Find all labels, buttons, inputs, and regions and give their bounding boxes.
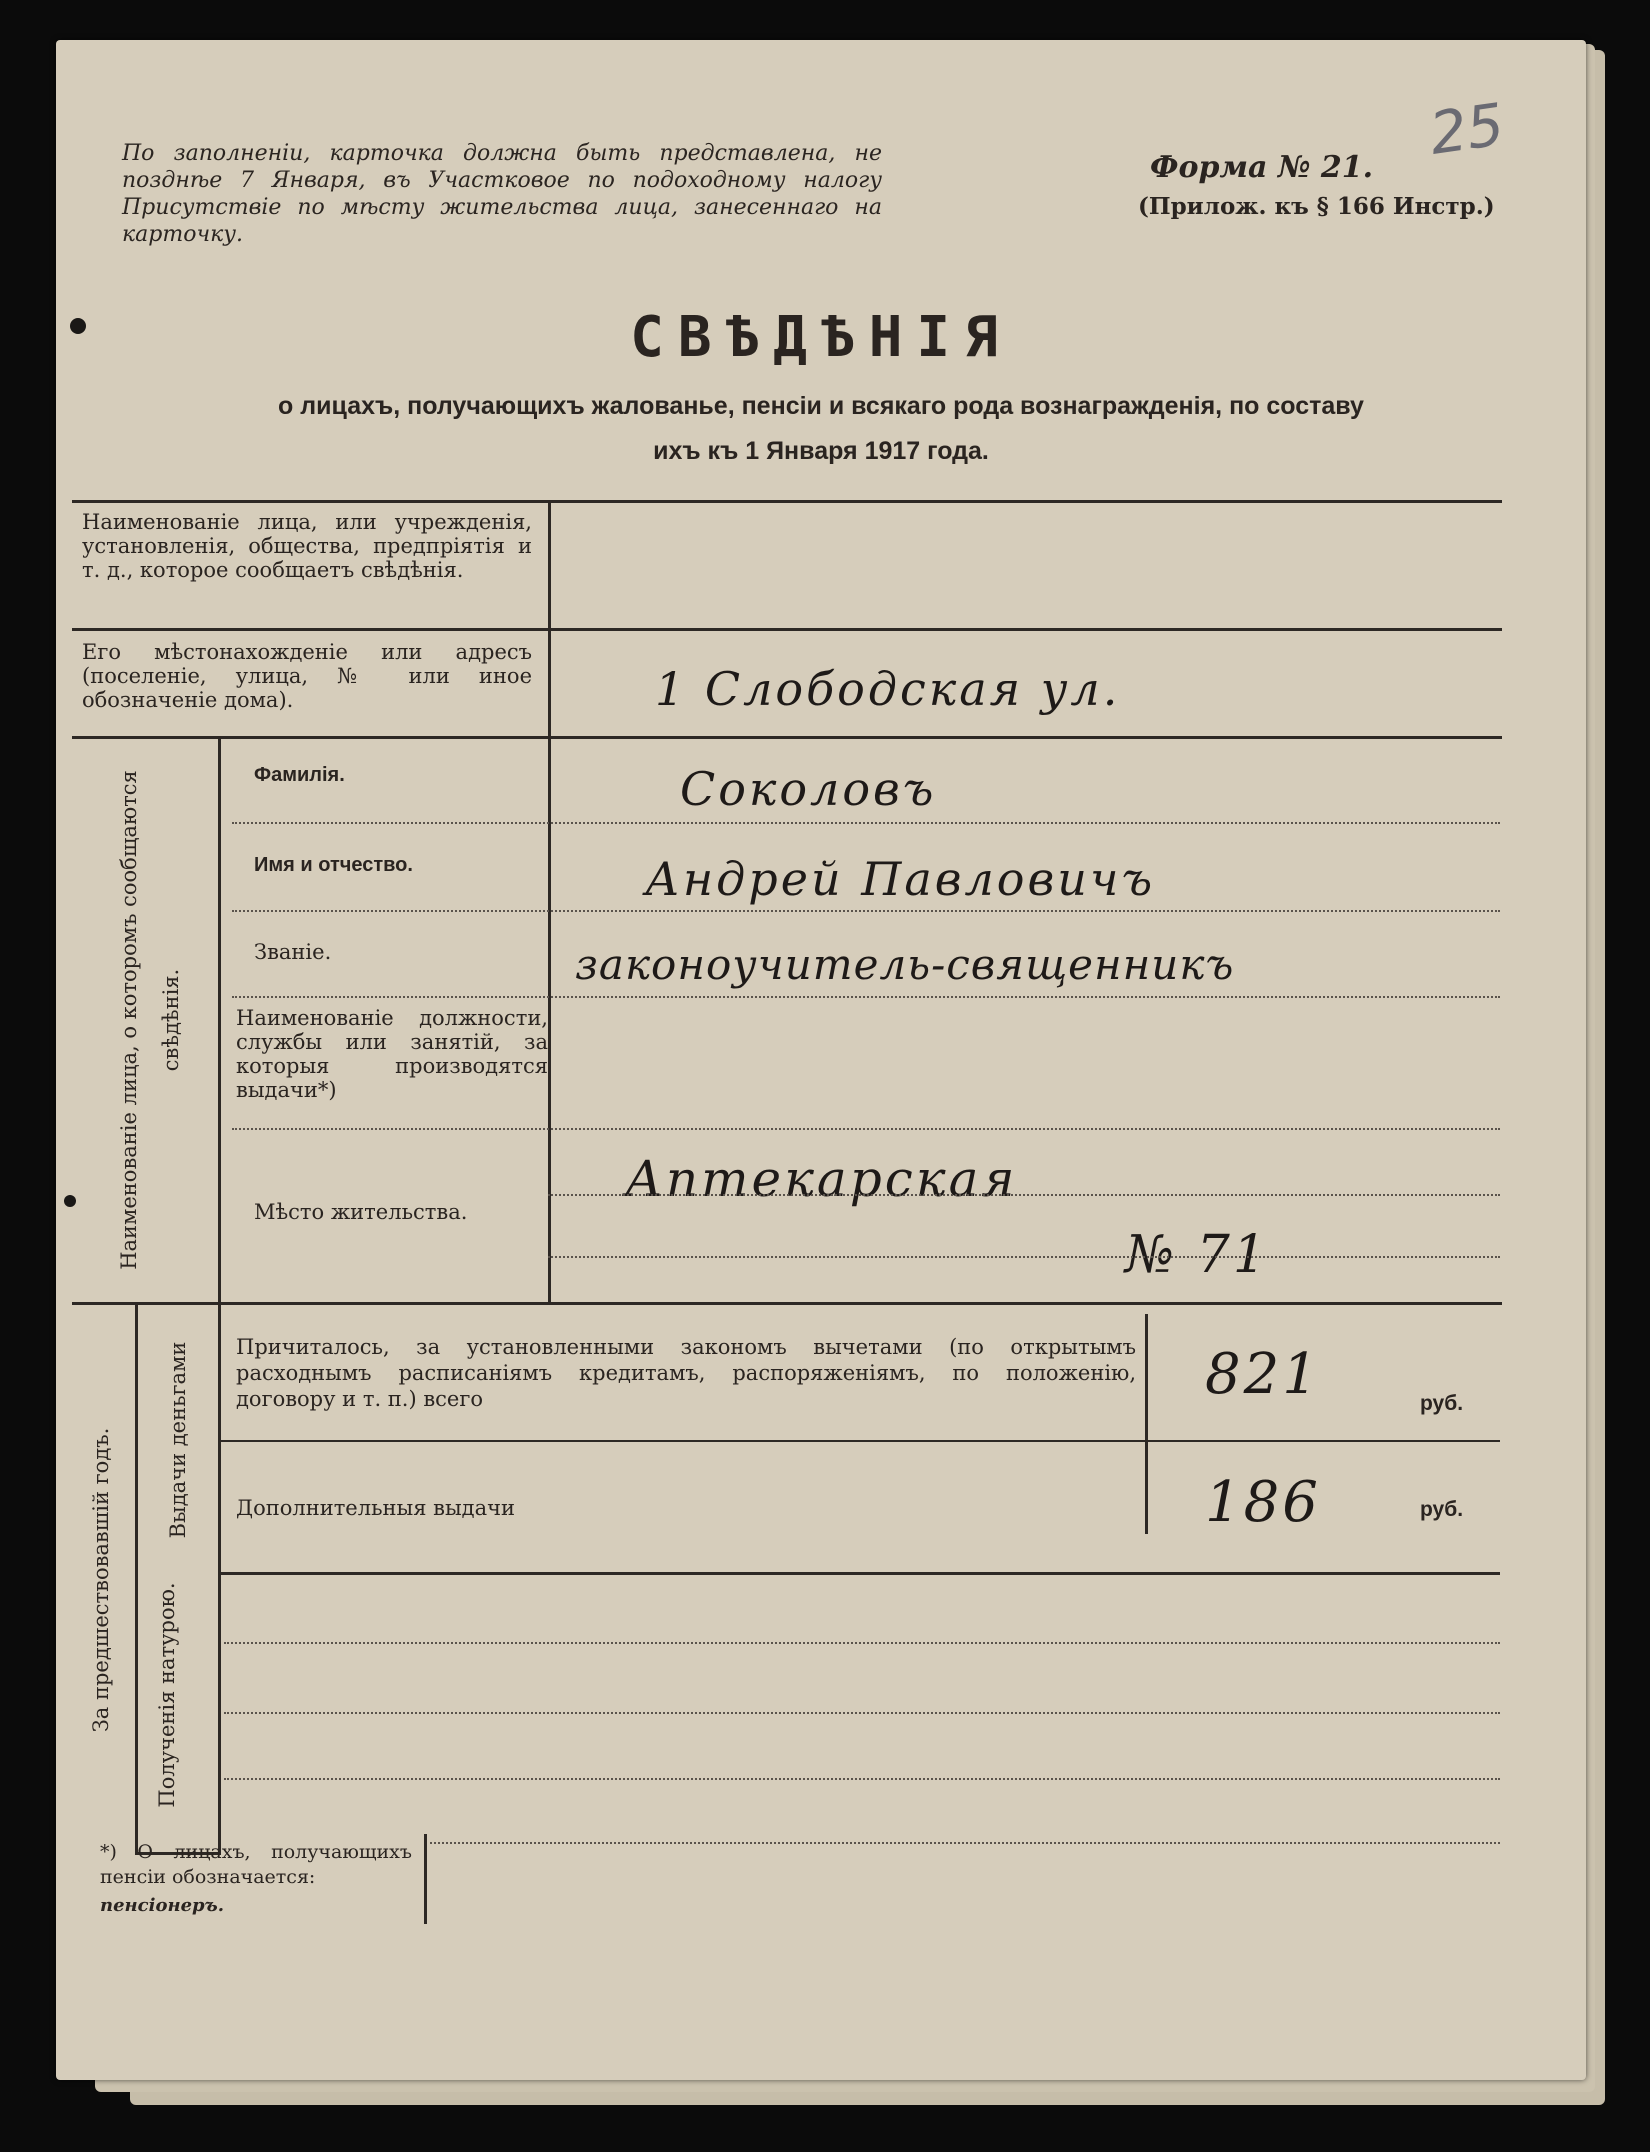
document-subtitle-line2: ихъ къ 1 Января 1917 года.	[653, 437, 989, 465]
money-section-label: Выдачи деньгами	[166, 1341, 190, 1539]
section-divider	[218, 738, 221, 1302]
table-top-rule	[72, 500, 1502, 503]
footnote-pensioner: пенсіонеръ.	[100, 1895, 224, 1916]
surname-value: Соколовъ	[680, 762, 937, 816]
address-value: 1 Слободская ул.	[655, 662, 1121, 716]
residence-value: Аптекарская	[625, 1150, 1018, 1208]
rank-value: законоучитель-священникъ	[575, 940, 1235, 989]
archive-page-number: 25	[1425, 90, 1509, 168]
person-section-label: Наименованіе лица, о которомъ сообщаются свѣдѣнія.	[117, 770, 183, 1270]
table-rule	[72, 736, 1502, 739]
footnote-text: *) О лицахъ, получающихъ пенсіи обозначается:	[100, 1841, 412, 1888]
table-rule	[220, 1440, 1500, 1442]
table-divider	[548, 502, 551, 1302]
row-rule	[548, 1256, 1500, 1258]
due-label: Причиталось, за установленными закономъ вычетами (по открытымъ расходнымъ расписаніямъ кредитамъ, распоряженіямъ, по положенію, договору и т. п.) всего	[236, 1335, 1136, 1411]
residence-label: Мѣсто жительства.	[254, 1200, 468, 1224]
institution-label: Наименованіе лица, или учрежденія, установленія, общества, предпріятія и т. д., которое сообщаетъ свѣдѣнія.	[82, 510, 532, 582]
section-divider	[218, 1304, 221, 1852]
year-section-label: За предшествовавшій годъ.	[89, 1427, 113, 1733]
table-rule	[220, 1572, 1500, 1575]
extra-currency: руб.	[1420, 1498, 1464, 1521]
row-rule	[232, 996, 1500, 998]
table-rule	[72, 628, 1502, 631]
kind-row-rule	[224, 1642, 1500, 1644]
document-subtitle-line1: о лицахъ, получающихъ жалованье, пенсіи и всякаго рода вознагражденія, по составу	[278, 392, 1364, 420]
kind-row-rule	[430, 1842, 1500, 1844]
residence-number: № 71	[1125, 1225, 1269, 1285]
address-label: Его мѣстонахожденіе или адресъ (поселеніе, улица, № или иное обозначеніе дома).	[82, 640, 532, 712]
rank-label: Званіе.	[254, 940, 332, 964]
form-annex-reference: (Прилож. къ § 166 Инстр.)	[1138, 193, 1495, 220]
name-label: Имя и отчество.	[254, 854, 413, 876]
amount-divider	[1145, 1314, 1148, 1534]
kind-row-rule	[224, 1778, 1500, 1780]
punch-hole	[64, 1195, 76, 1207]
kind-row-rule	[224, 1712, 1500, 1714]
row-rule	[232, 822, 1500, 824]
form-number: Форма № 21.	[1150, 150, 1374, 185]
kind-section-label: Полученія натурою.	[155, 1582, 179, 1808]
surname-label: Фамилія.	[254, 764, 345, 786]
row-rule	[232, 910, 1500, 912]
footnote-divider	[424, 1834, 427, 1924]
section-divider	[135, 1304, 138, 1852]
extra-amount: 186	[1205, 1470, 1321, 1535]
row-rule	[548, 1194, 1500, 1196]
extra-label: Дополнительныя выдачи	[236, 1496, 516, 1520]
due-currency: руб.	[1420, 1392, 1464, 1415]
instruction-note: По заполненіи, карточка должна быть представлена, не позднѣе 7 Января, въ Участковое по подоходному налогу Присутствіе по мѣсту жительства лица, занесеннаго на карточку.	[122, 141, 882, 247]
table-rule	[72, 1302, 1502, 1305]
position-label: Наименованіе должности, службы или занятій, за которыя производятся выдачи*)	[236, 1006, 548, 1102]
document-title: СВѢДѢНІЯ	[630, 305, 1012, 370]
due-amount: 821	[1205, 1342, 1321, 1407]
name-value: Андрей Павловичъ	[645, 852, 1156, 906]
row-rule	[232, 1128, 1500, 1130]
